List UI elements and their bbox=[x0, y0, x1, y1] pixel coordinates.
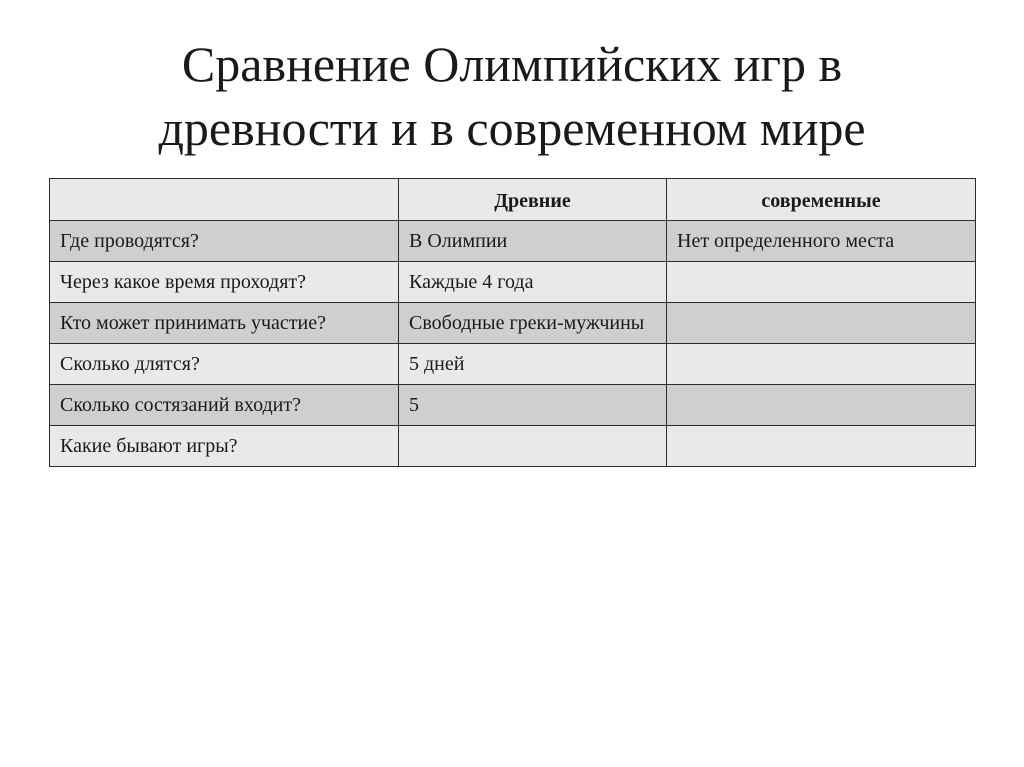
question-cell: Где проводятся? bbox=[50, 221, 399, 262]
header-cell-modern: современные bbox=[667, 179, 976, 221]
question-cell: Сколько состязаний входит? bbox=[50, 385, 399, 426]
header-cell-ancient: Древние bbox=[399, 179, 667, 221]
comparison-table bbox=[49, 178, 976, 467]
modern-cell bbox=[667, 344, 976, 385]
question-cell: Сколько длятся? bbox=[50, 344, 399, 385]
question-cell: Через какое время проходят? bbox=[50, 262, 399, 303]
table-row bbox=[50, 385, 976, 426]
table-row bbox=[50, 303, 976, 344]
table-header-row bbox=[50, 179, 976, 221]
slide-title-line-1: Сравнение Олимпийских игр в bbox=[181, 36, 843, 92]
question-cell: Какие бывают игры? bbox=[50, 426, 399, 467]
header-cell-empty bbox=[50, 179, 399, 221]
modern-cell bbox=[667, 426, 976, 467]
table-row bbox=[50, 221, 976, 262]
ancient-cell: В Олимпии bbox=[399, 221, 667, 262]
slide-title-line-2: древности и в современном мире bbox=[158, 100, 866, 156]
modern-cell bbox=[667, 303, 976, 344]
modern-cell: Нет определенного места bbox=[667, 221, 976, 262]
table-row bbox=[50, 262, 976, 303]
ancient-cell: Каждые 4 года bbox=[399, 262, 667, 303]
table-row bbox=[50, 426, 976, 467]
table-row bbox=[50, 344, 976, 385]
ancient-cell: 5 дней bbox=[399, 344, 667, 385]
slide-title bbox=[0, 32, 1024, 160]
modern-cell bbox=[667, 385, 976, 426]
ancient-cell bbox=[399, 426, 667, 467]
ancient-cell: 5 bbox=[399, 385, 667, 426]
modern-cell bbox=[667, 262, 976, 303]
ancient-cell: Свободные греки-мужчины bbox=[399, 303, 667, 344]
question-cell: Кто может принимать участие? bbox=[50, 303, 399, 344]
